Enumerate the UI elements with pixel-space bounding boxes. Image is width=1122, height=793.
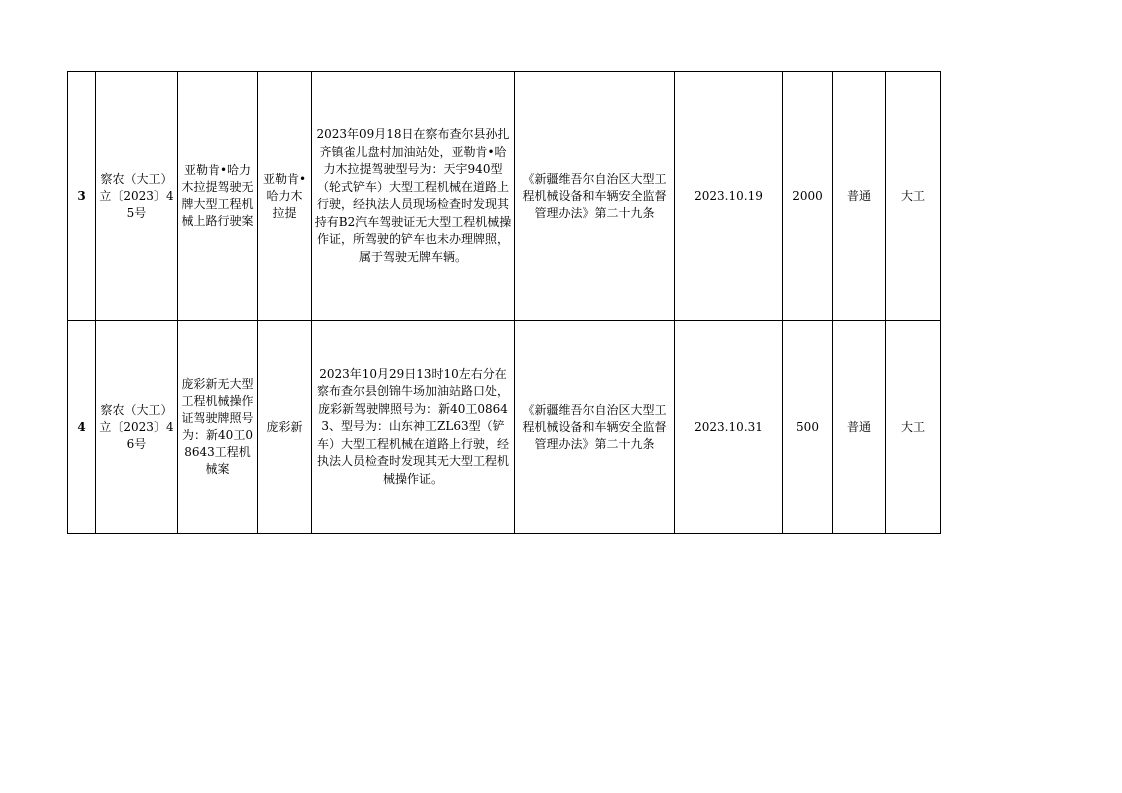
decision-date: 2023.10.19 xyxy=(675,72,783,321)
fine-amount: 2000 xyxy=(783,72,833,321)
case-facts: 2023年09月18日在察布查尔县孙扎齐镇雀儿盘村加油站处，亚勒肯•哈力木拉提驾驶型号为：天宇940型（轮式铲车）大型工程机械在道路上行驶，经执法人员现场检查时发现其持有B2汽车驾驶证无大型工程机械操作证，所驾驶的铲车也未办理牌照，属于驾驶无牌车辆。 xyxy=(312,72,515,321)
procedure-type: 普通 xyxy=(833,321,886,534)
legal-basis: 《新疆维吾尔自治区大型工程机械设备和车辆安全监督管理办法》第二十九条 xyxy=(515,321,675,534)
party-name: 庞彩新 xyxy=(258,321,312,534)
fine-amount: 500 xyxy=(783,321,833,534)
case-name: 亚勒肯•哈力木拉提驾驶无牌大型工程机械上路行驶案 xyxy=(178,72,258,321)
legal-basis: 《新疆维吾尔自治区大型工程机械设备和车辆安全监督管理办法》第二十九条 xyxy=(515,72,675,321)
case-number: 察农（大工）立〔2023〕46号 xyxy=(96,321,178,534)
table-row xyxy=(68,321,941,534)
table-row xyxy=(68,72,941,321)
penalty-cases-table xyxy=(67,71,941,534)
decision-date: 2023.10.31 xyxy=(675,321,783,534)
handling-unit: 大工 xyxy=(886,72,941,321)
case-number: 察农（大工）立〔2023〕45号 xyxy=(96,72,178,321)
party-name: 亚勒肯•哈力木拉提 xyxy=(258,72,312,321)
row-index: 3 xyxy=(68,72,96,321)
handling-unit: 大工 xyxy=(886,321,941,534)
case-facts: 2023年10月29日13时10左右分在察布查尔县创锦牛场加油站路口处，庞彩新驾驶牌照号为：新40工08643、型号为：山东神工ZL63型（铲车）大型工程机械在道路上行驶，经执法人员检查时发现其无大型工程机械操作证。 xyxy=(312,321,515,534)
procedure-type: 普通 xyxy=(833,72,886,321)
case-name: 庞彩新无大型工程机械操作证驾驶牌照号为：新40工08643工程机械案 xyxy=(178,321,258,534)
row-index: 4 xyxy=(68,321,96,534)
